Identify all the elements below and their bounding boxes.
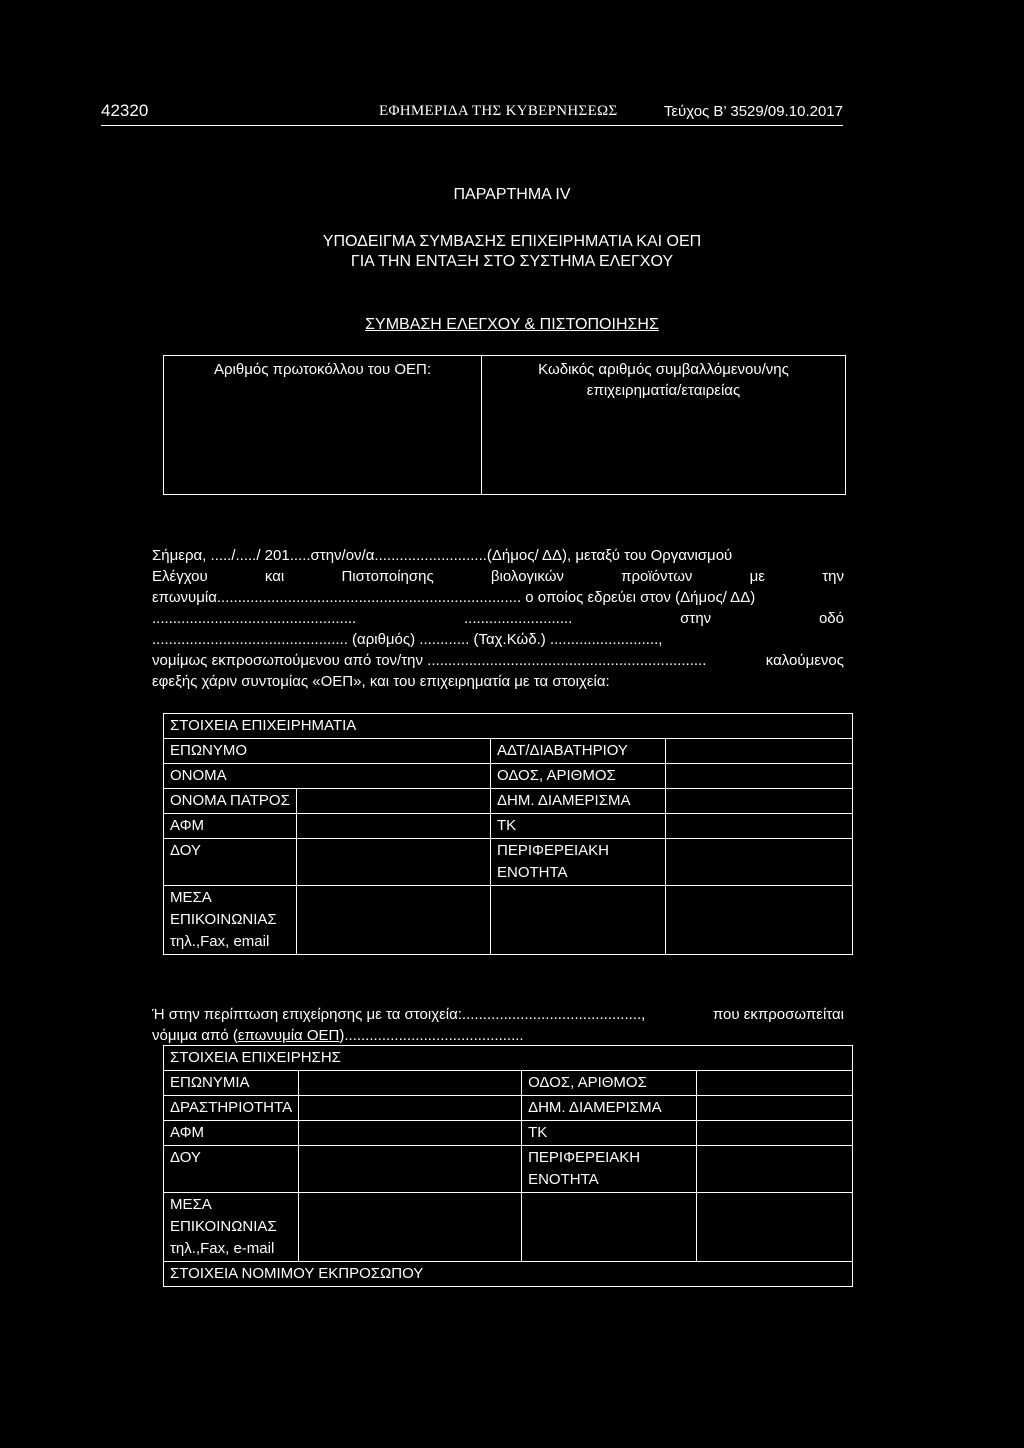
field-label: ΑΦΜ (164, 1121, 299, 1146)
contractor-code-cell[interactable] (482, 356, 846, 495)
para-line-6 (152, 650, 844, 671)
page-header (101, 101, 843, 126)
legal-rep-title: ΣΤΟΙΧΕΙΑ ΝΟΜΙΜΟΥ ΕΚΠΡΟΣΩΠΟΥ (164, 1262, 853, 1287)
field-value[interactable] (666, 764, 853, 789)
field-label: ΔΟΥ (164, 1146, 299, 1193)
text: νομίμως εκπροσωπούμενου από τον/την ................................................................... (152, 652, 707, 669)
field-label: ΤΚ (522, 1121, 697, 1146)
text: )........................................... (339, 1027, 524, 1044)
field-value[interactable] (299, 1146, 522, 1193)
para-line-1: Σήμερα, ...../...../ 201.....στην/ον/α...........................(Δήμος/ ΔΔ), μεταξύ του Οργανισμού (152, 547, 733, 564)
contractor-code-label-2: επιχειρηματία/εταιρείας (586, 382, 741, 399)
annex-title: ΠΑΡΑΡΤΗΜΑ IV (453, 186, 571, 203)
text: που εκπροσωπείται (712, 1006, 844, 1023)
field-value[interactable] (297, 886, 491, 955)
issue-info: Τεύχος Β’ 3529/09.10.2017 (663, 103, 843, 120)
word: με (749, 568, 765, 585)
field-label: ΜΕΣΑ ΕΠΙΚΟΙΝΩΝΙΑΣ τηλ.,Fax, e-mail (164, 1193, 299, 1262)
subtitle-line1: ΥΠΟΔΕΙΓΜΑ ΣΥΜΒΑΣΗΣ ΕΠΙΧΕΙΡΗΜΑΤΙΑ ΚΑΙ ΟΕΠ (322, 233, 702, 250)
field-value[interactable] (299, 1071, 522, 1096)
contract-paragraph (152, 545, 844, 692)
subtitle-line2: ΓΙΑ ΤΗΝ ΕΝΤΑΞΗ ΣΤΟ ΣΥΣΤΗΜΑ ΕΛΕΓΧΟΥ (350, 253, 674, 270)
field-label: ΠΕΡΙΦΕΡΕΙΑΚΗ ΕΝΟΤΗΤΑ (522, 1146, 697, 1193)
company-table (163, 1045, 853, 1287)
company-line-1 (152, 1004, 844, 1025)
protocol-number-label: Αριθμός πρωτοκόλλου του ΟΕΠ: (214, 361, 431, 378)
field-value[interactable] (522, 1193, 697, 1262)
word: Ελέγχου (152, 568, 208, 585)
field-value[interactable] (666, 789, 853, 814)
field-label: ΜΕΣΑ ΕΠΙΚΟΙΝΩΝΙΑΣ τηλ.,Fax, email (164, 886, 297, 955)
word: καλούμενος (765, 652, 844, 669)
field-value[interactable] (299, 1193, 522, 1262)
field-label: ΑΦΜ (164, 814, 297, 839)
company-line-2 (152, 1025, 844, 1046)
word: οδό (818, 610, 844, 627)
journal-name: ΕΦΗΜΕΡΙΔΑ ΤΗΣ ΚΥΒΕΡΝΗΣΕΩΣ (379, 103, 618, 119)
para-line-5: ............................................... (αριθμός) ............ (Ταχ.Κώδ.) .........................., (152, 631, 663, 648)
field-value[interactable] (697, 1096, 853, 1121)
field-label: ΤΚ (491, 814, 666, 839)
para-line-7: εφεξής χάριν συντομίας «ΟΕΠ», και του επιχειρηματία με τα στοιχεία: (152, 673, 610, 690)
field-label: ΔΗΜ. ΔΙΑΜΕΡΙΣΜΑ (522, 1096, 697, 1121)
field-value[interactable] (299, 1121, 522, 1146)
field-value[interactable] (697, 1193, 853, 1262)
field-value[interactable] (697, 1146, 853, 1193)
field-label: ΟΝΟΜΑ ΠΑΤΡΟΣ (164, 789, 297, 814)
contractor-code-label-1: Κωδικός αριθμός συμβαλλόμενου/νης (538, 361, 789, 378)
field-label: ΔΗΜ. ΔΙΑΜΕΡΙΣΜΑ (491, 789, 666, 814)
field-label: ΔΡΑΣΤΗΡΙΟΤΗΤΑ (164, 1096, 299, 1121)
dots: .......................... (464, 610, 573, 627)
field-value[interactable] (666, 814, 853, 839)
entrepreneur-table (163, 713, 853, 955)
field-label: ΑΔΤ/ΔΙΑΒΑΤΗΡΙΟΥ (491, 739, 666, 764)
field-label: ΕΠΩΝΥΜΟ (164, 739, 491, 764)
para-line-3: επωνυμία......................................................................... ο οποίος εδρεύει στον (Δήμος/ ΔΔ) (152, 589, 756, 606)
field-value[interactable] (666, 886, 853, 955)
company-paragraph (152, 1004, 844, 1046)
word: Πιστοποίησης (341, 568, 434, 585)
field-value[interactable] (697, 1071, 853, 1096)
field-value[interactable] (297, 814, 491, 839)
field-value[interactable] (697, 1121, 853, 1146)
company-table-title: ΣΤΟΙΧΕΙΑ ΕΠΙΧΕΙΡΗΣΗΣ (164, 1046, 853, 1071)
field-label: ΠΕΡΙΦΕΡΕΙΑΚΗ ΕΝΟΤΗΤΑ (491, 839, 666, 886)
para-line-2 (152, 566, 844, 587)
protocol-number-cell[interactable] (164, 356, 482, 495)
field-value[interactable] (666, 839, 853, 886)
field-label: ΟΔΟΣ, ΑΡΙΘΜΟΣ (491, 764, 666, 789)
entrepreneur-table-title: ΣΤΟΙΧΕΙΑ ΕΠΙΧΕΙΡΗΜΑΤΙΑ (164, 714, 853, 739)
field-value[interactable] (297, 789, 491, 814)
para-line-4 (152, 608, 844, 629)
word: προϊόντων (621, 568, 693, 585)
protocol-box (163, 355, 846, 495)
field-value[interactable] (297, 839, 491, 886)
field-value[interactable] (666, 739, 853, 764)
text: Ή στην περίπτωση επιχείρησης με τα στοιχεία:..........................................., (152, 1006, 646, 1023)
word: βιολογικών (490, 568, 564, 585)
field-label: ΟΝΟΜΑ (164, 764, 491, 789)
field-value[interactable] (299, 1096, 522, 1121)
text: νόμιμα από ( (152, 1027, 238, 1044)
word: και (264, 568, 285, 585)
field-label: ΔΟΥ (164, 839, 297, 886)
word: στην (680, 610, 712, 627)
contract-title: ΣΥΜΒΑΣΗ ΕΛΕΓΧΟΥ & ΠΙΣΤΟΠΟΙΗΣΗΣ (365, 316, 659, 333)
word: την (822, 568, 844, 585)
text: επωνυμία ΟΕΠ (237, 1027, 340, 1044)
dots: ................................................. (152, 610, 357, 627)
field-value[interactable] (491, 886, 666, 955)
page-number: 42320 (101, 101, 149, 120)
field-label: ΟΔΟΣ, ΑΡΙΘΜΟΣ (522, 1071, 697, 1096)
field-label: ΕΠΩΝΥΜΙΑ (164, 1071, 299, 1096)
